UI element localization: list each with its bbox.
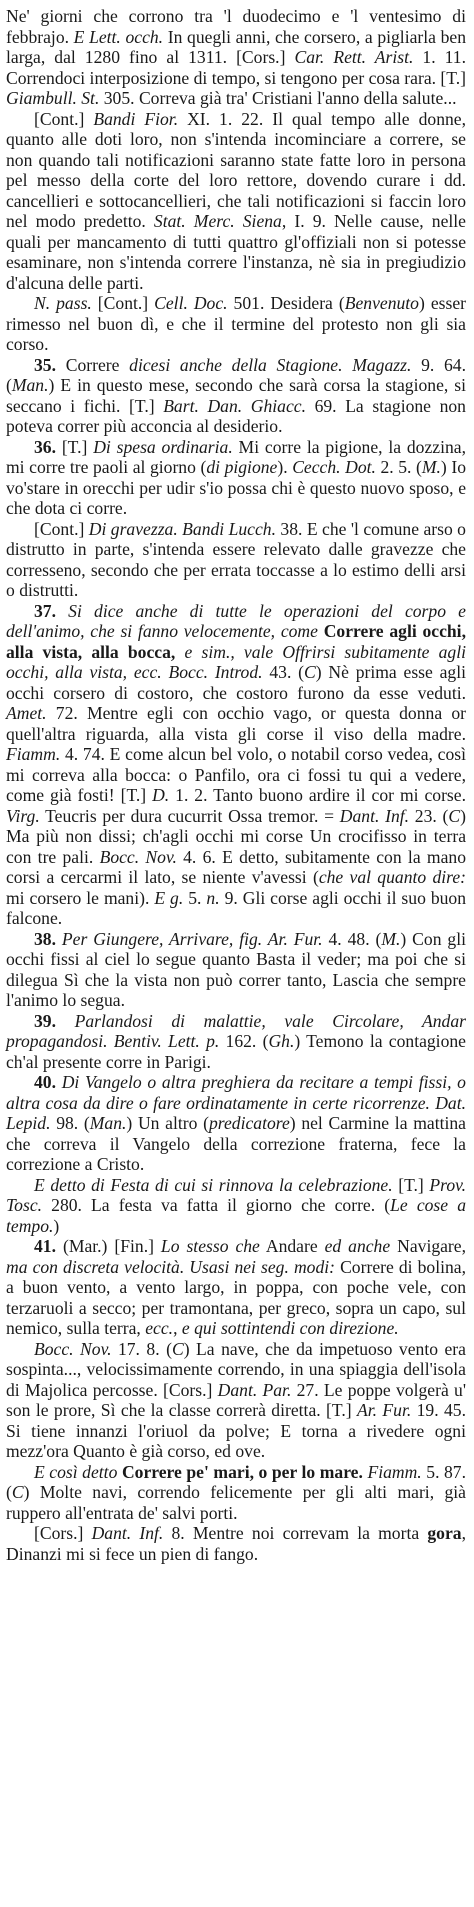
sense-41: 41. (Mar.) [Fin.] Lo stesso che Andare ed anche Navigare, ma con discreta velocità. Usasi nei seg. modi: Correre di bolina, a buon vento, a vento largo, in poppa, con poche vele, con terzaruoli a secco; per tramontana, per greco, sopra un capo, sul nemico, sulla terra, ecc., e qui sottintendi con direzione.: [6, 1236, 466, 1338]
sense-37: 37. Si dice anche di tutte le operazioni del corpo e dell'animo, che si fanno velocemente, come Correre agli occhi, alla vista, alla bocca, e sim., vale Offrirsi subitamente agli occhi, alla vista, ecc. Bocc. Introd. 43. (C) Nè prima esse agli occhi corsero di costoro, che costoro furono da esse veduti. Amet. 72. Mentre egli con occhio vago, or questa donna or quell'altra riguarda, alla vista gli corse il viso della madre. Fiamm. 4. 74. E come alcun bel volo, o notabil corso vedea, così mi correva alla bocca: o Panfilo, ora ci fossi tu qui a vedere, come già fosti! [T.] D. 1. 2. Tanto buono ardire il cor mi corse. Virg. Teucris per dura cucurrit Ossa tremor. = Dant. Inf. 23. (C) Ma più non dissi; ch'agli occhi mi corse Un crocifisso in terra con tre pali. Bocc. Nov. 4. 6. E detto, subitamente con la mano corsi a cercarmi il lato, se niente v'avessi (che val quanto dire: mi corsero le mani). E g. 5. n. 9. Gli corse agli occhi il suo buon falcone.: [6, 600, 467, 928]
sense-38: 38. Per Giungere, Arrivare, fig. Ar. Fur. 4. 48. (M.) Con gli occhi fissi al ciel lo segue quanto Basta il veder; ma poi che si dilegua Sì che la vista non può correr tanto, Lascia che sempre l'animo lo segua.: [6, 928, 466, 1010]
entry-paragraph: [Cors.] Dant. Inf. 8. Mentre noi correvam la morta gora, Dinanzi mi si fece un pien di fango.: [6, 1523, 466, 1564]
sense-36: 36. [T.] Di spesa ordinaria. Mi corre la pigione, la dozzina, mi corre tre paoli al giorno (di pigione). Cecch. Dot. 2. 5. (M.) Io vo'stare in orecchi per udir s'io possa chi è questo nuovo sposo, e che dota ci corre.: [6, 436, 467, 518]
sense-35: 35. Correre dicesi anche della Stagione. Magazz. 9. 64. (Man.) E in questo mese, secondo che sarà corsa la stagione, si seccano i fichi. [T.] Bart. Dan. Ghiacc. 69. La stagione non poteva correr più acconcia al desiderio.: [6, 354, 466, 436]
entry-paragraph: Bocc. Nov. 17. 8. (C) La nave, che da impetuoso vento era sospinta..., velocissimamente correndo, in una spiaggia dell'isola di Majolica percosse. [Cors.] Dant. Par. 27. Le poppe volgerà u' son le prore, Sì che la classe correrà diretta. [T.] Ar. Fur. 19. 45. Si tiene innanzi l'oriuol da polve; E torna a rivedere ogni mezz'ora Quanto è già corso, ed ove.: [6, 1338, 467, 1461]
entry-paragraph: N. pass. [Cont.] Cell. Doc. 501. Desidera (Benvenuto) esser rimesso nel buon dì, e che il termine del protesto non gli sia corso.: [6, 293, 466, 354]
entry-paragraph: [Cont.] Bandi Fior. XI. 1. 22. Il qual tempo alle donne, quanto alle doti loro, non s'intenda incominciare a correre, se non quando tali notificazioni saranno state fatte loro in persona pel messo della corte del loro rettore, dovendo curare i dd. cancellieri e sottocancellieri, che tali notificazioni si faccin loro nel modo predetto. Stat. Merc. Siena, I. 9. Nelle cause, nelle quali per mancamento di tutti quattro gl'offiziali non si potesse esaminare, non s'intenda correre l'instanza, nè sia in pregiudizio d'alcuna delle parti.: [6, 108, 467, 293]
entry-paragraph: E così detto Correre pe' mari, o per lo mare. Fiamm. 5. 87. (C) Molte navi, correndo felicemente per gli alti mari, già ruppero all'entrata de' salvi porti.: [6, 1461, 467, 1523]
sense-39: 39. Parlandosi di malattie, vale Circolare, Andar propagandosi. Bentiv. Lett. p. 162. (Gh.) Temono la contagione ch'al presente corre in Parigi.: [6, 1010, 466, 1072]
entry-paragraph: E detto di Festa di cui si rinnova la celebrazione. [T.] Prov. Tosc. 280. La festa va fatta il giorno che corre. (Le cose a tempo.): [6, 1174, 467, 1236]
entry-paragraph: Ne' giorni che corrono tra 'l duodecimo e 'l ventesimo di febbrajo. E Lett. occh. In quegli anni, che corsero, a pigliarla ben larga, dal 1280 fino al 1311. [Cors.] Car. Rett. Arist. 1. 11. Correndoci interposizione di tempo, si tengono per cosa rara. [T.] Giambull. St. 305. Correva già tra' Cristiani l'anno della salute...: [6, 6, 466, 108]
sense-40: 40. Di Vangelo o altra preghiera da recitare a tempi fissi, o altra cosa da dire o fare ordinatamente in certe ricorrenze. Dat. Lepid. 98. (Man.) Un altro (predicatore) nel Carmine la mattina che correva il Vangelo della correzione fraterna, fece la correzione a Cristo.: [6, 1072, 466, 1174]
entry-paragraph: [Cont.] Di gravezza. Bandi Lucch. 38. E che 'l comune arso o distrutto in parte, s'intenda essere relevato dalle gravezze che corresseno, secondo che per errata toccasse a lo estimo delli arsi o distrutti.: [6, 518, 466, 600]
